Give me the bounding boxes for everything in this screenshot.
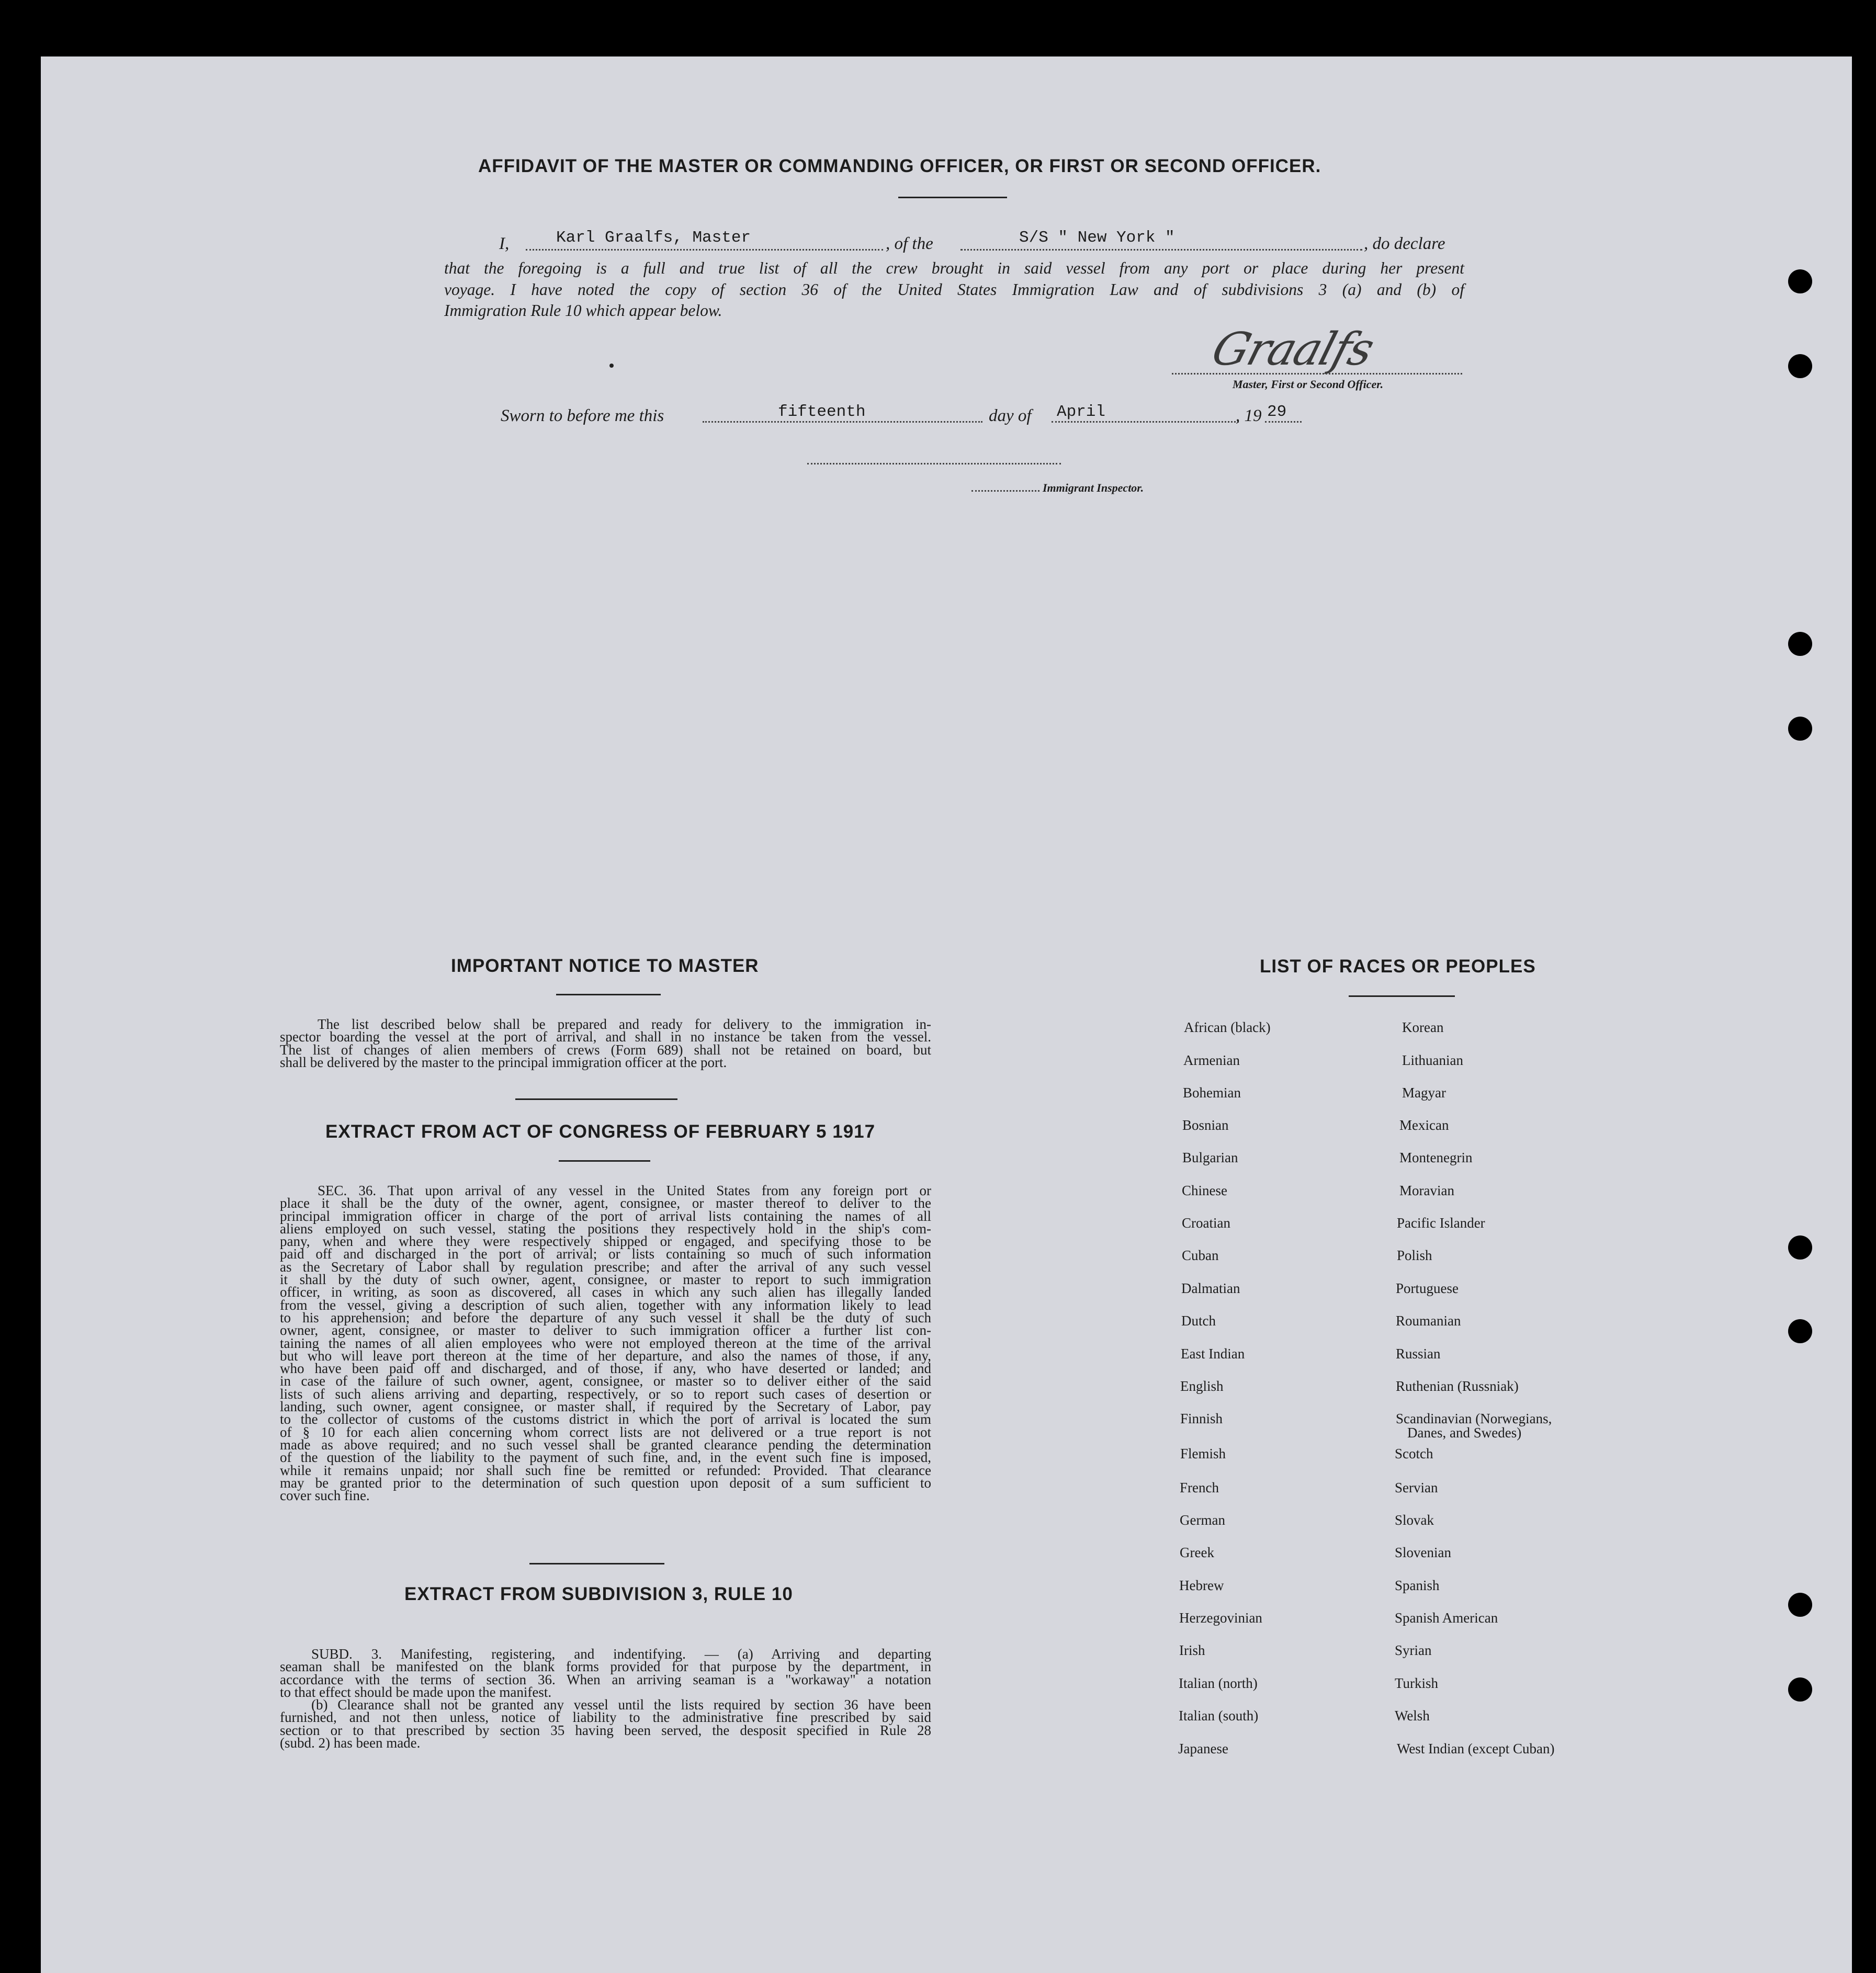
race-item: Syrian (1395, 1642, 1432, 1658)
race-item: West Indian (except Cuban) (1397, 1741, 1555, 1756)
race-item: German (1180, 1512, 1225, 1528)
race-item: Cuban (1182, 1248, 1219, 1263)
notice-title-rule (556, 994, 661, 995)
act-line: paid off and discharged in the port of arrival; or lists containing so much of such information (280, 1246, 931, 1262)
race-item: English (1180, 1378, 1224, 1394)
race-item: Dutch (1181, 1313, 1216, 1329)
affidavit-line: Immigration Rule 10 which appear below. (444, 301, 722, 320)
act-line: who have been paid off and discharged, and of those, if any, who have deserted or landed; and (280, 1360, 931, 1377)
races-title: LIST OF RACES OR PEOPLES (1260, 956, 1536, 977)
race-item: East Indian (1181, 1346, 1245, 1362)
day-of-text: day of (989, 406, 1032, 425)
race-item: African (black) (1184, 1019, 1271, 1035)
dot-mark (609, 364, 614, 368)
act-body (280, 1184, 931, 1502)
race-item: Italian (north) (1179, 1675, 1258, 1691)
notice-title: IMPORTANT NOTICE TO MASTER (451, 956, 759, 976)
race-item: Bosnian (1182, 1117, 1229, 1133)
act-line: aliens employed on such vessel, stating the positions they respectively hold in the ship's com- (280, 1220, 931, 1237)
act-line: place it shall be the duty of the owner, agent, consignee, or master thereof to deliver to the (280, 1195, 931, 1211)
subd-body (280, 1648, 931, 1749)
act-line: taining the names of all alien employees who were not employed thereon at the time of the arrival (280, 1335, 931, 1351)
binder-hole (1788, 354, 1812, 378)
act-line: of the question of the liability to the payment of such fine, and, in the event such fine is imposed, (280, 1449, 931, 1466)
act-line: landing, such owner, agent consignee, or master shall, if required by the Secretary of Labor, pay (280, 1399, 931, 1415)
race-item: Welsh (1395, 1708, 1430, 1723)
notice-line: spector boarding the vessel at the port of arrival, and shall in no instance be taken from the vessel. (280, 1029, 931, 1045)
race-item: Lithuanian (1402, 1052, 1463, 1068)
act-line: of § 10 for each alien concerning whom correct lists are not delivered or a true report is not (280, 1424, 931, 1440)
race-item: Roumanian (1396, 1313, 1461, 1329)
race-item: Pacific Islander (1397, 1215, 1485, 1231)
race-item: Scotch (1395, 1446, 1433, 1461)
binder-hole (1788, 632, 1812, 656)
inspector-caption: Immigrant Inspector. (1043, 481, 1144, 494)
do-declare-text: , do declare (1364, 234, 1445, 253)
race-item: Croatian (1182, 1215, 1230, 1231)
race-item: Herzegovinian (1179, 1610, 1262, 1626)
act-line: but who will leave port thereon at the time of her departure, and also the names of those, if any, (280, 1347, 931, 1364)
act-line: to the collector of customs of the customs district in which the port of arrival is located the sum (280, 1411, 931, 1427)
month-value: April (1057, 403, 1106, 421)
race-item: Bulgarian (1182, 1150, 1238, 1165)
act-line: owner, agent, consignee, or master to deliver to such immigration officer a further list con- (280, 1322, 931, 1339)
subd-line: accordance with the terms of section 36. When an arriving seaman is a "workaway" a notation (280, 1671, 931, 1687)
act-line: may be granted prior to the determination of such question upon deposit of a sum sufficient to (280, 1475, 931, 1491)
inspector-line-1 (807, 463, 1061, 464)
race-item: Slovenian (1395, 1545, 1451, 1560)
act-line: cover such fine. (280, 1488, 370, 1504)
inspector-line-2 (971, 490, 1039, 492)
race-item: Dalmatian (1181, 1280, 1240, 1296)
race-item: Montenegrin (1399, 1150, 1473, 1165)
race-item: Turkish (1395, 1675, 1439, 1691)
binder-hole (1788, 717, 1812, 741)
act-line: SEC. 36. That upon arrival of any vessel in the United States from any foreign port or (318, 1183, 931, 1198)
race-item: Japanese (1178, 1741, 1228, 1756)
act-line: it shall by the duty of such owner, agent, consignee, or master to report to such immigration (280, 1272, 931, 1288)
affidavit-title: AFFIDAVIT OF THE MASTER OR COMMANDING OFFICER, OR FIRST OR SECOND OFFICER. (478, 156, 1321, 176)
race-item: Bohemian (1183, 1085, 1241, 1101)
race-item: Moravian (1399, 1183, 1454, 1198)
binder-hole (1788, 269, 1812, 293)
notice-body (280, 1018, 931, 1069)
act-line: principal immigration officer in charge of the port of arrival lists containing the names of all (280, 1208, 931, 1224)
subd-line: seaman shall be manifested on the blank forms provided for that purpose by the department, in (280, 1659, 931, 1675)
affidavit-line: that the foregoing is a full and true list of all the crew brought in said vessel from any port or place during her present (444, 259, 1464, 277)
race-item: Scandinavian (Norwegians, (1396, 1411, 1552, 1426)
race-item: Spanish (1395, 1578, 1440, 1593)
subd-title: EXTRACT FROM SUBDIVISION 3, RULE 10 (404, 1584, 793, 1604)
notice-separator (515, 1098, 677, 1100)
vessel-line (960, 249, 1362, 251)
act-line: as the Secretary of Labor shall by regulation prescribe; and after the arrival of any such vessel (280, 1258, 931, 1275)
race-item: Italian (south) (1179, 1708, 1259, 1723)
affidavit-title-rule (898, 197, 1007, 198)
year-prefix: , 19 (1236, 406, 1262, 425)
binder-hole (1788, 1319, 1812, 1343)
race-item: Slovak (1395, 1512, 1434, 1528)
signature-line (1172, 373, 1462, 375)
notice-line: The list of changes of alien members of crews (Form 689) shall not be retained on board, but (280, 1041, 931, 1058)
master-signature: Graalfs (1206, 323, 1380, 376)
race-item: Ruthenian (Russniak) (1396, 1378, 1519, 1394)
act-separator (529, 1563, 664, 1564)
race-item: Chinese (1182, 1183, 1227, 1198)
subd-line: (subd. 2) has been made. (280, 1735, 421, 1751)
race-item: Magyar (1402, 1085, 1446, 1101)
subd-line: to that effect should be made upon the manifest. (280, 1684, 552, 1700)
notice-line: The list described below shall be prepared and ready for delivery to the immigration in- (318, 1016, 931, 1032)
race-item: Spanish American (1395, 1610, 1498, 1626)
binder-hole (1788, 1593, 1812, 1617)
master-name-value: Karl Graalfs, Master (556, 229, 751, 247)
race-item: Finnish (1180, 1411, 1223, 1426)
binder-hole (1788, 1235, 1812, 1260)
race-item: Korean (1402, 1019, 1444, 1035)
act-line: made as above required; and no such vessel shall be granted clearance pending the determination (280, 1436, 931, 1453)
act-line: officer, in writing, as soon as discovered, all cases in which any such alien has illegally landed (280, 1284, 931, 1300)
race-item: Armenian (1183, 1052, 1240, 1068)
month-line (1052, 421, 1239, 423)
act-line: while it remains unpaid; nor shall such fine be remitted or refunded: Provided. That clearance (280, 1462, 931, 1478)
day-line (703, 421, 982, 423)
sworn-text: Sworn to before me this (501, 406, 664, 425)
act-line: from the vessel, giving a description of such alien, together with any information likely to lead (280, 1297, 931, 1313)
act-title-rule (559, 1160, 650, 1162)
name-line (526, 249, 883, 251)
year-line (1265, 421, 1302, 423)
day-value: fifteenth (778, 403, 866, 421)
act-line: lists of such aliens arriving and departing, respectively, or so to report such cases of desertion or (280, 1386, 931, 1402)
race-item: Hebrew (1179, 1578, 1224, 1593)
notice-line: shall be delivered by the master to the principal immigration officer at the port. (280, 1054, 727, 1070)
vessel-name-value: S/S " New York " (1019, 229, 1175, 247)
race-item: Flemish (1180, 1446, 1226, 1461)
year-value: 29 (1267, 403, 1287, 421)
subd-line: (b) Clearance shall not be granted any vessel until the lists required by section 36 have been (311, 1697, 931, 1713)
race-item: Russian (1396, 1346, 1441, 1362)
race-item: French (1180, 1480, 1219, 1495)
race-item: Danes, and Swedes) (1407, 1425, 1522, 1441)
binder-hole (1788, 1677, 1812, 1702)
affidavit-body (444, 258, 1464, 322)
act-line: pany, when and where they were respectively shipped or engaged, and specifying those to be (280, 1233, 931, 1250)
race-item: Mexican (1399, 1117, 1449, 1133)
subd-line: section or to that prescribed by section 35 having been served, the desposit specified in Rule 28 (280, 1722, 931, 1738)
race-item: Polish (1397, 1248, 1432, 1263)
act-line: in case of the failure of such owner, agent, consignee, or master so to deliver either of the said (280, 1373, 931, 1389)
signature-caption: Master, First or Second Officer. (1233, 378, 1384, 391)
race-item: Greek (1180, 1545, 1214, 1560)
act-title: EXTRACT FROM ACT OF CONGRESS OF FEBRUARY 5 1917 (325, 1121, 876, 1142)
affidavit-pronoun: I, (499, 234, 510, 253)
race-item: Portuguese (1396, 1280, 1459, 1296)
act-line: to his apprehension; and before the departure of any such vessel it shall be the duty of such (280, 1309, 931, 1325)
subd-line: furnished, and not then unless, notice of liability to the administrative fine prescribed by said (280, 1709, 931, 1726)
race-item: Irish (1179, 1642, 1205, 1658)
affidavit-line: voyage. I have noted the copy of section 36 of the United States Immigration Law and of subdivisions 3 (a) and (b) of (444, 280, 1464, 299)
of-the-text: , of the (886, 234, 933, 253)
races-title-rule (1349, 995, 1455, 997)
subd-line: SUBD. 3. Manifesting, registering, and indentifying. — (a) Arriving and departing (311, 1646, 931, 1662)
race-item: Servian (1395, 1480, 1438, 1495)
